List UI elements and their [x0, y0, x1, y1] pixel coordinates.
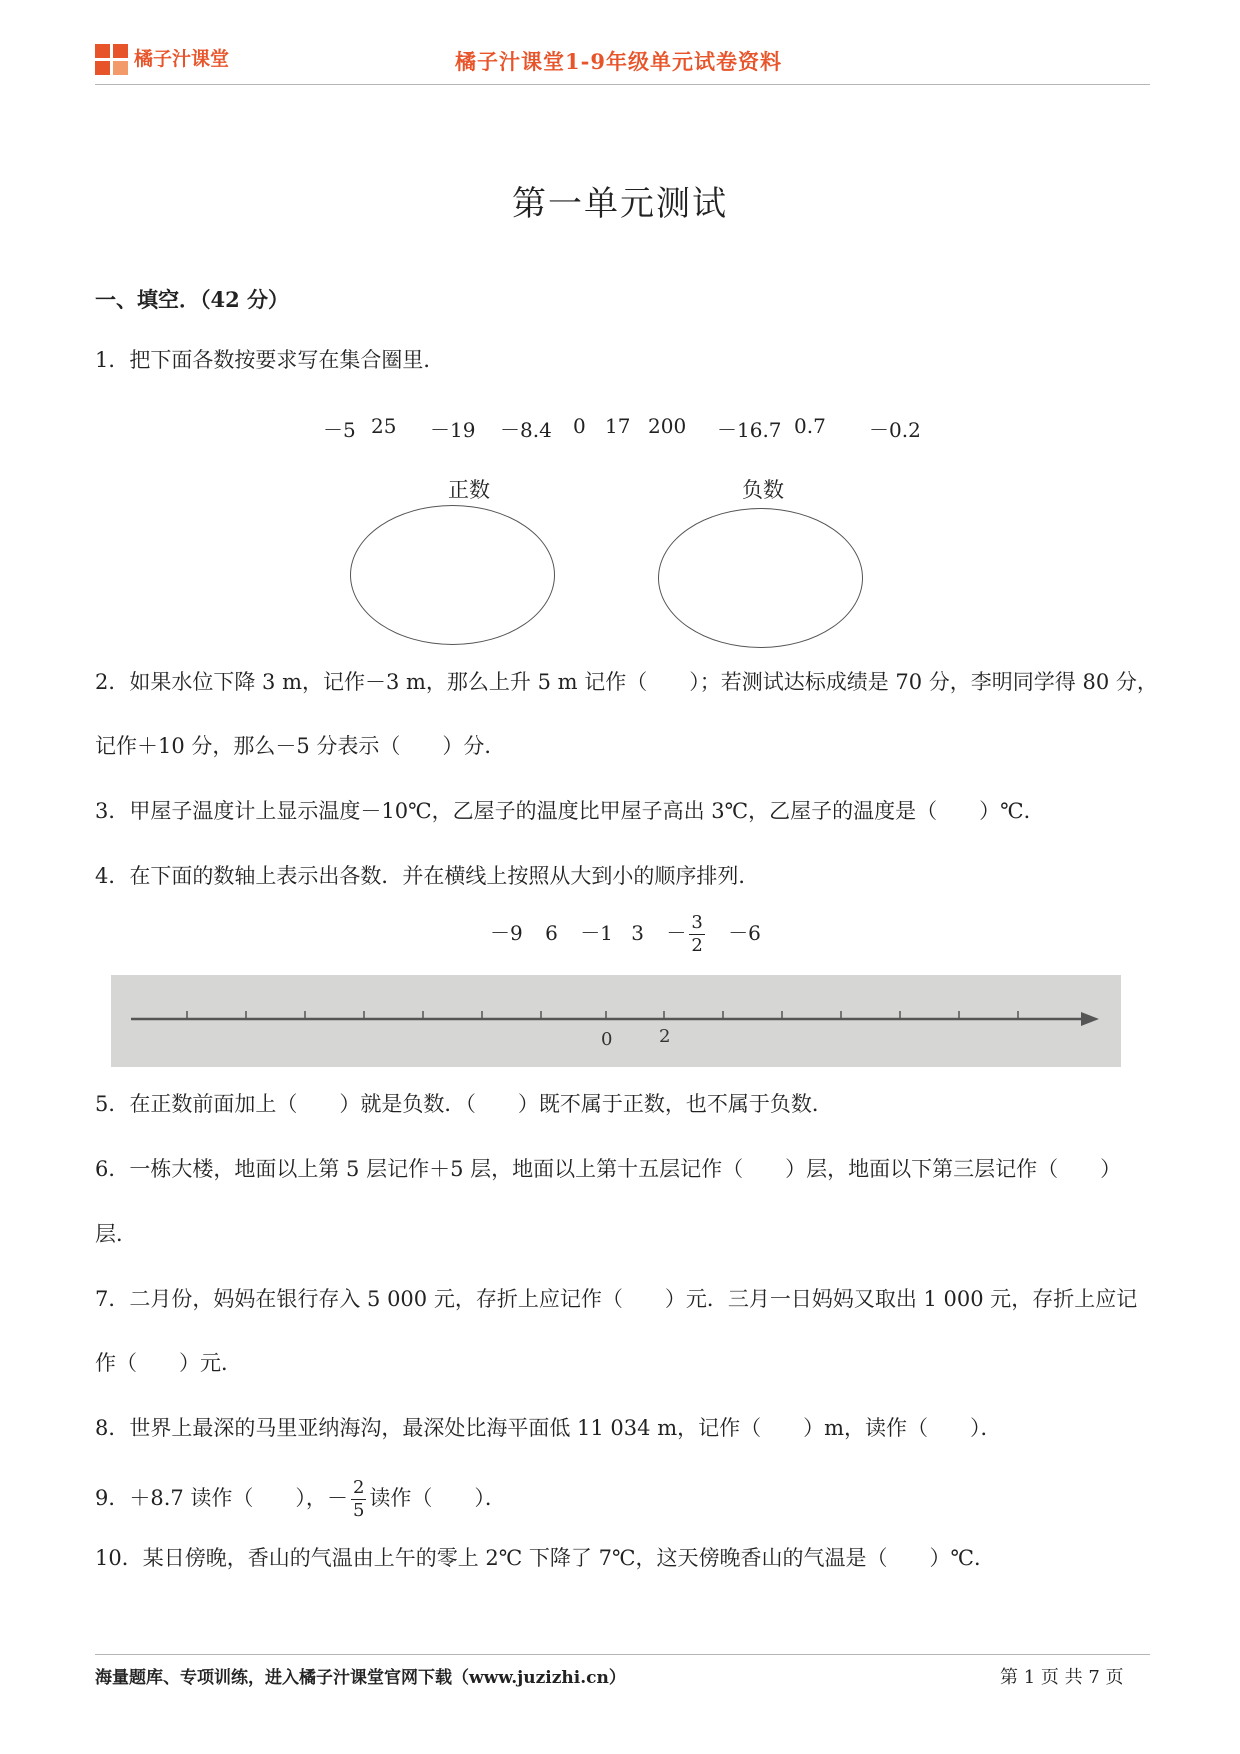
- q1-number: 25: [371, 414, 397, 438]
- q1-number: 17: [605, 414, 631, 438]
- header-divider: [95, 84, 1150, 85]
- q4-fraction: [689, 914, 704, 955]
- set-circle-positive: [350, 505, 555, 645]
- number-line-image: [111, 975, 1121, 1067]
- q9-fraction: [351, 1479, 366, 1520]
- set-circle-negative: [658, 508, 863, 648]
- q1-number: 200: [648, 414, 687, 438]
- question-9: [95, 1470, 506, 1526]
- question-3: 3．甲屋子温度计上显示温度－10℃，乙屋子的温度比甲屋子高出 3℃，乙屋子的温度是（ ）℃．: [95, 799, 1045, 823]
- question-1: 1．把下面各数按要求写在集合圈里．: [95, 348, 445, 372]
- axis-label-zero: 0: [601, 1029, 613, 1050]
- q1-number: －16.7: [717, 418, 782, 442]
- question-10: 10．某日傍晚，香山的气温由上午的零上 2℃ 下降了 7℃，这天傍晚香山的气温是（ ）℃．: [95, 1546, 995, 1570]
- number-line: [111, 975, 1121, 1067]
- fraction-numerator: 2: [352, 1477, 365, 1498]
- question-7-line-1: 7．二月份，妈妈在银行存入 5 000 元，存折上应记作（ ）元．三月一日妈妈又取出 1 000 元，存折上应记: [95, 1287, 1138, 1311]
- question-6-line-2: 层．: [95, 1222, 137, 1246]
- q4-number: 6: [545, 921, 558, 945]
- fraction-numerator: 3: [691, 912, 703, 933]
- footer-divider: [95, 1654, 1150, 1655]
- q1-number: －8.4: [500, 418, 552, 442]
- question-2-line-2: 记作＋10 分，那么－5 分表示（ ）分．: [95, 734, 506, 758]
- axis-label-two: 2: [659, 1026, 671, 1047]
- q1-number: 0: [573, 414, 586, 438]
- document-title: 第一单元测试: [512, 184, 728, 224]
- brand-logo-icon: [95, 44, 129, 76]
- q1-number: －5: [323, 418, 356, 442]
- footer-promo: 海量题库、专项训练，进入橘子汁课堂官网下载（www.juzizhi.cn）: [95, 1668, 626, 1688]
- q9-part-2: 读作（ ）．: [369, 1486, 506, 1510]
- q4-number: 3: [631, 921, 645, 945]
- q1-number: 0.7: [794, 414, 826, 438]
- section-title: 一、填空．（42 分）: [95, 287, 290, 312]
- question-4: 4．在下面的数轴上表示出各数．并在横线上按照从大到小的顺序排列．: [95, 864, 760, 888]
- q9-part-1: 9．＋8.7 读作（ ），: [95, 1486, 327, 1510]
- q9-fraction-sign: －: [326, 1486, 348, 1510]
- fraction-denominator: 2: [691, 935, 703, 956]
- q4-number: －9: [490, 921, 523, 945]
- q1-number: －19: [430, 418, 476, 442]
- question-6-line-1: 6．一栋大楼，地面以上第 5 层记作＋5 层，地面以上第十五层记作（ ）层，地面以下第三层记作（ ）: [95, 1157, 1122, 1181]
- question-2-line-1: 2．如果水位下降 3 m，记作－3 m，那么上升 5 m 记作（ ）；若测试达标成绩是 70 分，李明同学得 80 分，: [95, 670, 1158, 694]
- q4-number: －6: [728, 921, 761, 945]
- question-8: 8．世界上最深的马里亚纳海沟，最深处比海平面低 11 034 m，记作（ ）m，读作（ ）．: [95, 1416, 1002, 1440]
- question-7-line-2: 作（ ）元．: [95, 1351, 242, 1375]
- q4-number-list: [490, 914, 761, 955]
- set-label-negative: 负数: [742, 478, 784, 502]
- q4-number: －1: [580, 921, 613, 945]
- question-5: 5．在正数前面加上（ ）就是负数．（ ）既不属于正数，也不属于负数．: [95, 1092, 833, 1116]
- fraction-denominator: 5: [352, 1500, 365, 1521]
- brand-name: 橘子汁课堂: [134, 48, 230, 70]
- header-title: 橘子汁课堂1-9年级单元试卷资料: [455, 49, 782, 74]
- page-number: 第 1 页 共 7 页: [1000, 1667, 1124, 1688]
- q4-fraction-sign: －: [666, 921, 687, 945]
- q1-number: －0.2: [869, 418, 921, 442]
- set-label-positive: 正数: [448, 478, 490, 502]
